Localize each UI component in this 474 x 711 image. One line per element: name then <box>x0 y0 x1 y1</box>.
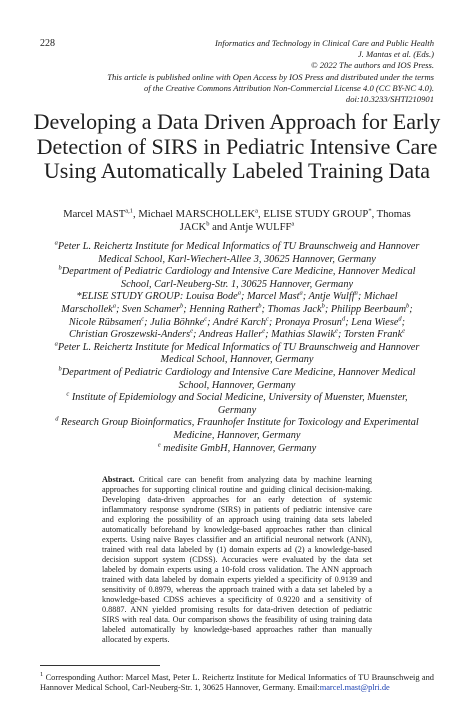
affiliation-b2 <box>50 367 424 392</box>
author-name: , ELISE STUDY GROUP <box>258 209 369 220</box>
author-name: and Antje WULFF <box>209 222 292 234</box>
member-affil-marker: b <box>258 302 262 310</box>
member-affil-marker: a <box>299 289 303 297</box>
study-group-member: Marcel Mast <box>246 291 300 303</box>
study-group-member: Christian Groszewski-Anders <box>68 329 191 341</box>
affiliation-text: Research Group Bioinformatics, Fraunhofer Institute for Toxicology and Experimental Medicine, Hannover, Germany <box>61 417 419 441</box>
affiliation-text: Institute of Epidemiology and Social Medicine, University of Muenster, Muenster, Germany <box>71 392 408 416</box>
abstract <box>102 475 372 645</box>
journal-header-line: doi:10.3233/SHTI210901 <box>345 94 434 105</box>
author-affil-marker: a,1 <box>125 207 134 215</box>
affiliation-text: Peter L. Reichertz Institute for Medical Informatics of TU Braunschweig and Hannover Medical School, Karl-Wiechert-Allee 3, 30625 Hannover, Germany <box>57 241 420 265</box>
study-group-member: Antje Wulff <box>308 291 355 303</box>
footnote-rule <box>40 665 160 666</box>
paper-title: Developing a Data Driven Approach for Early Detection of SIRS in Pediatric Intensive Care Using Automatically Labeled Training Data <box>33 109 441 183</box>
member-affil-marker: e <box>402 327 406 335</box>
member-affil-marker: b <box>406 302 410 310</box>
study-group-member: Philipp Beerbaum <box>330 303 407 315</box>
affiliation-marker: b <box>58 365 62 373</box>
affiliation-marker: c <box>66 390 70 398</box>
member-affil-marker: d <box>341 315 346 323</box>
footnote-text: Corresponding Author: Marcel Mast, Peter L. Reichertz Institute for Medical Informatics of TU Braunschweig and Hannover Medical School, Carl-Neuberg-Str. 1, 30625 Hannover, Germany. Email: <box>40 672 434 692</box>
footnote-marker: 1 <box>40 671 44 678</box>
author-affil-marker: * <box>368 207 372 215</box>
member-affil-marker: a <box>237 289 241 297</box>
member-affil-marker: b <box>321 302 325 310</box>
member-affil-marker: d <box>398 315 402 323</box>
affiliation-text: medisite GmbH, Hannover, Germany <box>163 442 317 454</box>
author-name: Marcel MAST <box>63 209 126 220</box>
journal-header-line: © 2022 The authors and IOS Press. <box>311 60 434 71</box>
study-group-member: Pronaya Prosun <box>274 316 342 328</box>
author-list <box>52 208 422 234</box>
member-affil-marker: e <box>190 327 194 335</box>
affiliation-marker: a <box>54 340 58 348</box>
study-group-member: Torsten Frank <box>343 329 403 341</box>
journal-header-line: J. Mantas et al. (Eds.) <box>357 49 434 60</box>
study-group-member: Henning Rathert <box>189 303 259 315</box>
study-group-member: Sven Schamer <box>122 303 181 315</box>
abstract-text: Critical care can benefit from analyzing data by machine learning approaches for supporting clinical routine and guiding clinical decision-making. Developing data-driven approaches for an early detection of systemic inflammatory response syndrome (SIRS) in patients of pediatric intensive care and exploring the possibility of an approach using training data sets labeled automatically beforehand by knowledge-based approaches rather than clinical experts. Using naïve Bayes classifier and an artificial neuronal network (ANN), trained with real data labeled by (1) domain experts ad (2) a knowledge-based decision support system (CDSS). Accuracies were evaluated by the data set labeled by domain experts using a 10-fold cross validation. The ANN approach trained with data labeled by domain experts yielded a specificity of 0.9139 and sensitivity of 0.8979, whereas the approach trained with a data set labeled by a knowledge-based CDSS achieves a specificity of 0.9220 and a sensitivity of 0.8887. ANN yielded promising results for data-driven detection of pediatric SIRS with real data. Our comparison shows the feasibility of using training data labeled automatically by knowledge-based approaches rather than manually allocated by experts. <box>102 475 372 644</box>
affiliations <box>50 241 424 455</box>
journal-header-line: Informatics and Technology in Clinical Care and Public Health <box>215 38 434 48</box>
study-group-member: Thomas Jack <box>267 303 322 315</box>
study-group-member: Nicole Rübsamen <box>68 316 142 328</box>
journal-header-line: This article is published online with Open Access by IOS Press and distributed under the terms <box>107 71 434 82</box>
author-affil-marker: a <box>255 207 259 215</box>
affiliation-text: Peter L. Reichertz Institute for Medical Informatics of TU Braunschweig and Hannover Medical School, Hannover, Germany <box>57 341 420 366</box>
study-group: *ELISE STUDY GROUP: Louisa Bode$^a$; Marcel Mast$^a$; Antje Wulff$^a$; Michael Marschollek$^a$; Sven Schamer$^b$; Henning Rathert$^b$; Thomas Jack$^b$; Philipp Beerbaum$^b$; Nicole Rübsamen$^c$; Julia Böhnke$^c$; André Karch$^c$; Pronaya Prosun$^d$; Lena Wiese$^d$; Christian Groszewski-Anders$^e$; Andreas Haller$^e$; Mathias Slawik$^e$; Torsten Frank$^e$ <box>61 289 413 341</box>
member-affil-marker: c <box>141 315 145 323</box>
affiliation-e <box>50 443 424 456</box>
study-group-member: Louisa Bode <box>185 291 238 303</box>
member-affil-marker: a <box>112 302 116 310</box>
email-link[interactable]: marcel.mast@plri.de <box>319 683 390 692</box>
footnote <box>40 670 434 693</box>
affiliation-a2 <box>50 342 424 367</box>
member-affil-marker: e <box>334 327 338 335</box>
study-group-member: Julia Böhnke <box>150 316 205 328</box>
study-group-member: Lena Wiese <box>351 316 399 328</box>
affiliation-a <box>50 241 424 266</box>
study-group-member: Andreas Haller <box>198 329 263 341</box>
member-affil-marker: e <box>262 327 266 335</box>
affiliation-d <box>50 417 424 442</box>
affiliation-marker: a <box>54 239 58 247</box>
affiliation-marker: d <box>55 415 59 423</box>
study-group-member: André Karch <box>212 316 267 328</box>
member-affil-marker: a <box>354 289 358 297</box>
member-affil-marker: b <box>180 302 184 310</box>
member-affil-marker: c <box>266 315 269 323</box>
study-group-lead: *ELISE STUDY GROUP: <box>76 291 186 303</box>
author-affil-marker: b <box>206 220 210 228</box>
abstract-label: Abstract. <box>102 475 135 484</box>
affiliation-text: Department of Pediatric Cardiology and Intensive Care Medicine, Hannover Medical School, Carl-Neuberg-Str. 1, 30625 Hannover, Germany <box>61 266 416 290</box>
study-group-member: Mathias Slawik <box>271 329 335 341</box>
page-number: 228 <box>40 38 55 49</box>
study-group-member: Michael Marschollek <box>61 291 398 315</box>
affiliation-text: Department of Pediatric Cardiology and Intensive Care Medicine, Hannover Medical School, Hannover, Germany <box>61 366 416 391</box>
affiliation-marker: b <box>58 264 62 272</box>
affiliation-marker: e <box>157 441 161 449</box>
journal-header <box>100 38 434 105</box>
affiliation-b <box>50 266 424 291</box>
affiliation-c <box>50 392 424 417</box>
member-affil-marker: c <box>204 315 208 323</box>
journal-header-line: of the Creative Commons Attribution Non-Commercial License 4.0 (CC BY-NC 4.0). <box>143 82 434 93</box>
author-name: , Michael MARSCHOLLEK <box>133 209 256 220</box>
author-affil-marker: a <box>291 220 295 228</box>
author-name: , Thomas JACK <box>179 209 411 234</box>
